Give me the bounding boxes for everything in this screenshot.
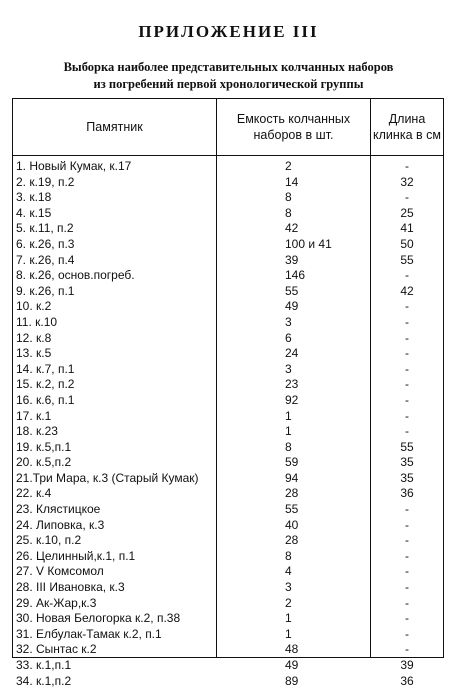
cell-monument: 25. к.10, п.2 — [16, 533, 82, 548]
table-row — [13, 486, 443, 502]
cell-capacity: 23 — [285, 377, 299, 392]
table-row — [13, 440, 443, 456]
cell-blade-length: 35 — [400, 455, 414, 470]
table-row — [13, 284, 443, 300]
cell-monument: 10. к.2 — [16, 299, 52, 314]
table-row — [13, 611, 443, 627]
cell-blade-length: 55 — [400, 439, 414, 454]
table-row — [13, 346, 443, 362]
table-row — [13, 159, 443, 175]
cell-monument: 33. к.1,п.1 — [16, 658, 72, 672]
cell-monument: 9. к.26, п.1 — [16, 283, 75, 298]
cell-blade-length: 32 — [400, 174, 414, 189]
cell-blade-length: - — [405, 314, 409, 329]
table-row — [13, 190, 443, 206]
cell-capacity: 55 — [285, 502, 299, 517]
cell-monument: 27. V Комсомол — [16, 564, 104, 579]
page-title: ПРИЛОЖЕНИЕ III — [138, 22, 319, 41]
cell-blade-length: - — [405, 392, 409, 407]
cell-blade-length: 25 — [400, 205, 414, 220]
cell-capacity: 6 — [285, 330, 292, 345]
table-row — [13, 221, 443, 237]
table-row — [13, 627, 443, 643]
cell-monument: 12. к.8 — [16, 330, 52, 345]
table-row — [13, 409, 443, 425]
cell-capacity: 3 — [285, 361, 292, 376]
cell-capacity: 48 — [285, 642, 299, 657]
table-row — [13, 362, 443, 378]
cell-monument: 31. Елбулак-Тамак к.2, п.1 — [16, 626, 162, 641]
table-row — [13, 549, 443, 565]
table-row — [13, 237, 443, 253]
header-blade-length: Длина клинка в см — [373, 112, 441, 142]
cell-blade-length: - — [405, 299, 409, 314]
cell-monument: 7. к.26, п.4 — [16, 252, 75, 267]
cell-capacity: 3 — [285, 314, 292, 329]
header-capacity: Емкость колчанных наборов в шт. — [236, 112, 351, 142]
cell-blade-length: - — [405, 595, 409, 610]
table-row — [13, 674, 443, 689]
table-row — [13, 268, 443, 284]
table-row — [13, 502, 443, 518]
cell-monument: 2. к.19, п.2 — [16, 174, 75, 189]
cell-monument: 17. к.1 — [16, 408, 52, 423]
table-row — [13, 299, 443, 315]
cell-blade-length: - — [405, 190, 409, 205]
cell-monument: 16. к.6, п.1 — [16, 392, 75, 407]
cell-capacity: 28 — [285, 533, 299, 548]
subtitle-line-1: Выборка наиболее представительных колчанных наборов — [63, 60, 394, 74]
cell-capacity: 8 — [285, 548, 292, 563]
cell-capacity: 8 — [285, 439, 292, 454]
cell-blade-length: - — [405, 377, 409, 392]
cell-capacity: 14 — [285, 174, 299, 189]
cell-blade-length: - — [405, 159, 409, 173]
table-row — [13, 455, 443, 471]
cell-blade-length: - — [405, 548, 409, 563]
cell-capacity: 39 — [285, 252, 299, 267]
cell-blade-length: - — [405, 564, 409, 579]
cell-monument: 20. к.5,п.2 — [16, 455, 72, 470]
cell-capacity: 1 — [285, 424, 292, 439]
cell-blade-length: - — [405, 346, 409, 361]
cell-blade-length: - — [405, 517, 409, 532]
cell-capacity: 1 — [285, 626, 292, 641]
cell-monument: 18. к.23 — [16, 424, 58, 439]
header-monument: Памятник — [86, 120, 143, 134]
cell-monument: 34. к.1,п.2 — [16, 673, 72, 688]
cell-monument: 6. к.26, п.3 — [16, 236, 75, 251]
cell-monument: 1. Новый Кумак, к.17 — [16, 159, 132, 173]
cell-monument: 32. Сынтас к.2 — [16, 642, 97, 657]
cell-blade-length: - — [405, 330, 409, 345]
cell-blade-length: - — [405, 626, 409, 641]
table-row — [13, 580, 443, 596]
table-row — [13, 642, 443, 658]
cell-monument: 5. к.11, п.2 — [16, 221, 74, 236]
cell-monument: 28. III Ивановка, к.3 — [16, 580, 125, 595]
table-row — [13, 315, 443, 331]
table-row — [13, 206, 443, 222]
cell-blade-length: - — [405, 580, 409, 595]
cell-blade-length: - — [405, 533, 409, 548]
cell-capacity: 4 — [285, 564, 292, 579]
table-body — [13, 159, 443, 689]
cell-capacity: 1 — [285, 611, 292, 626]
table-row — [13, 658, 443, 674]
cell-blade-length: - — [405, 424, 409, 439]
cell-capacity: 146 — [285, 268, 306, 283]
cell-blade-length: - — [405, 502, 409, 517]
cell-capacity: 8 — [285, 190, 292, 205]
subtitle-line-2: из погребений первой хронологической группы — [93, 77, 364, 91]
cell-capacity: 2 — [285, 595, 292, 610]
table-row — [13, 596, 443, 612]
cell-monument: 4. к.15 — [16, 205, 52, 220]
cell-monument: 15. к.2, п.2 — [16, 377, 75, 392]
cell-capacity: 94 — [285, 470, 299, 485]
cell-capacity: 55 — [285, 283, 299, 298]
cell-blade-length: 50 — [400, 236, 414, 251]
cell-monument: 8. к.26, основ.погреб. — [16, 268, 135, 283]
cell-capacity: 100 и 41 — [285, 236, 332, 251]
cell-blade-length: - — [405, 611, 409, 626]
table-row — [13, 331, 443, 347]
cell-blade-length: - — [405, 268, 409, 283]
table-row — [13, 533, 443, 549]
cell-blade-length: - — [405, 361, 409, 376]
cell-monument: 22. к.4 — [16, 486, 52, 501]
cell-blade-length: 41 — [400, 221, 414, 236]
cell-capacity: 89 — [285, 673, 299, 688]
cell-capacity: 1 — [285, 408, 292, 423]
cell-capacity: 8 — [285, 205, 292, 220]
table-row — [13, 175, 443, 191]
cell-monument: 26. Целинный,к.1, п.1 — [16, 548, 136, 563]
cell-monument: 11. к.10 — [16, 314, 58, 329]
cell-capacity: 42 — [285, 221, 299, 236]
cell-monument: 30. Новая Белогорка к.2, п.38 — [16, 611, 181, 626]
cell-monument: 24. Липовка, к.3 — [16, 517, 105, 532]
cell-capacity: 49 — [285, 299, 299, 314]
table-row — [13, 424, 443, 440]
cell-blade-length: 35 — [400, 470, 414, 485]
data-table — [12, 98, 444, 688]
cell-blade-length: 36 — [400, 673, 414, 688]
cell-capacity: 59 — [285, 455, 299, 470]
cell-capacity: 2 — [285, 159, 292, 173]
cell-monument: 19. к.5,п.1 — [16, 439, 72, 454]
cell-blade-length: 36 — [400, 486, 414, 501]
table-row — [13, 377, 443, 393]
cell-capacity: 28 — [285, 486, 299, 501]
cell-monument: 23. Клястицкое — [16, 502, 101, 517]
table-row — [13, 471, 443, 487]
table-row — [13, 564, 443, 580]
header-divider — [13, 155, 443, 156]
cell-capacity: 40 — [285, 517, 299, 532]
cell-monument: 13. к.5 — [16, 346, 52, 361]
cell-capacity: 3 — [285, 580, 292, 595]
table-row — [13, 393, 443, 409]
cell-capacity: 92 — [285, 392, 299, 407]
cell-monument: 29. Ак-Жар,к.3 — [16, 595, 97, 610]
cell-monument: 14. к.7, п.1 — [16, 361, 75, 376]
cell-capacity: 24 — [285, 346, 299, 361]
cell-blade-length: - — [405, 642, 409, 657]
cell-capacity: 49 — [285, 658, 299, 672]
cell-monument: 21.Три Мара, к.3 (Старый Кумак) — [16, 470, 199, 485]
cell-monument: 3. к.18 — [16, 190, 52, 205]
cell-blade-length: 55 — [400, 252, 414, 267]
cell-blade-length: 39 — [400, 658, 414, 672]
cell-blade-length: 42 — [400, 283, 414, 298]
table-row — [13, 253, 443, 269]
table-row — [13, 518, 443, 534]
cell-blade-length: - — [405, 408, 409, 423]
